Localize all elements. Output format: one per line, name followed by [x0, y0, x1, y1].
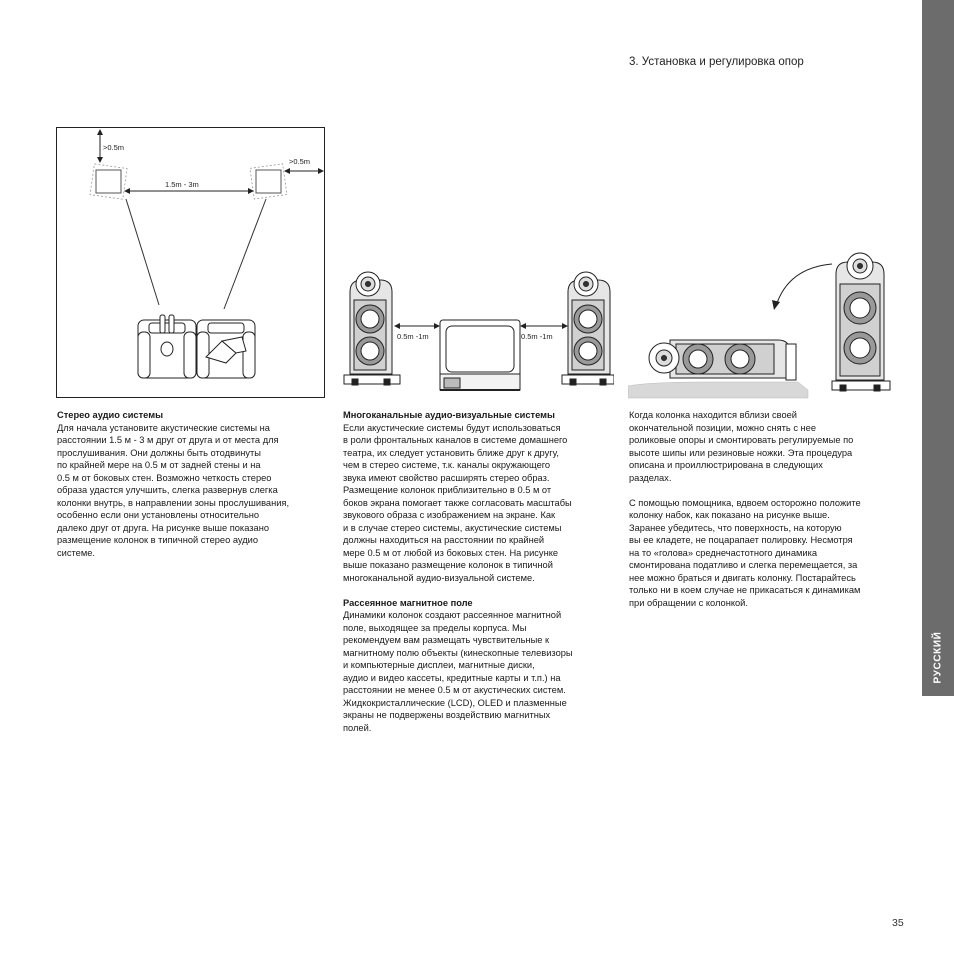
text-line: разделах.: [629, 472, 672, 483]
multichannel-column: [343, 409, 618, 734]
text-line: по крайней мере на 0.5 м от задней стены и на: [57, 460, 261, 470]
text-line: 0.5 м от боковых стен. Возможно четкость стерео: [57, 472, 272, 483]
text-line: аудио и видео кассеты, кредитные карты и т.п.) на: [343, 672, 561, 683]
armchair-icon-right: [197, 320, 255, 378]
left-speaker-icon: [90, 164, 127, 199]
language-tab: [922, 0, 954, 696]
text-line: Для начала установите акустические системы на: [57, 422, 270, 433]
right-speaker-icon: [250, 164, 287, 199]
multichannel-setup-diagram: [340, 262, 614, 398]
text-line: системе.: [57, 547, 95, 558]
language-label: РУССКИЙ: [932, 631, 944, 683]
install-column: [629, 409, 904, 609]
text-line: выше показано размещение колонок в типичной: [343, 560, 553, 570]
speaker-laying-diagram: [628, 244, 892, 400]
text-line: нее можно браться и двигать колонку. Постарайтесь: [629, 572, 856, 583]
text-line: звукового образа с изображением на экране. Как: [343, 510, 556, 520]
text-line: многоканальной аудио-визуальной системе.: [343, 572, 535, 583]
text-line: расстоянии не менее 0.5 м от акустических систем.: [343, 685, 566, 695]
left-front-speaker-icon: [344, 272, 400, 385]
text-line: Размещение колонок приблизительно в 0.5 м от: [343, 485, 552, 495]
magnetic-field-heading: Рассеянное магнитное поле: [343, 597, 473, 608]
magnetic-field-body: [343, 609, 618, 734]
text-line: расстоянии 1.5 м - 3 м друг от друга и от места для: [57, 435, 279, 445]
text-line: смонтирована податливо и слегка перемещается, за: [629, 560, 858, 570]
television-icon: [440, 320, 520, 390]
text-line: экраны не подвержены воздействию магнитных: [343, 710, 551, 720]
back-wall-distance-label: >0.5m: [103, 143, 125, 152]
text-line: особенно если они установлены относительно: [57, 510, 260, 520]
text-line: вы ее кладете, не поцарапает полировку. Несмотря: [629, 535, 853, 545]
text-line: роликовые опоры и смонтировать регулируемые по: [629, 435, 854, 445]
text-line: в роли фронтальных каналов в системе домашнего: [343, 435, 568, 445]
text-line: С помощью помощника, вдвоем осторожно положите: [629, 497, 861, 508]
text-line: только ни в коем случае не прикасаться к динамикам: [629, 585, 861, 595]
text-line: рекомендуем вам размещать чувствительные к: [343, 635, 550, 645]
stereo-heading: Стерео аудио системы: [57, 410, 164, 420]
text-line: Заранее убедитесь, что поверхность, на которую: [629, 522, 842, 533]
text-line: размещение колонок в типичной стерео аудио: [57, 535, 259, 545]
text-line: высоте шипы или резиновые ножки. Эта процедура: [629, 447, 853, 458]
text-line: при обращении с колонкой.: [629, 597, 748, 608]
stereo-placement-diagram: [56, 127, 326, 399]
text-line: описана и проиллюстрирована в следующих: [629, 460, 823, 470]
armchair-icon: [138, 315, 196, 378]
multichannel-body: [343, 422, 618, 585]
text-line: должны находиться на расстоянии по крайней: [343, 535, 545, 545]
text-line: полей.: [343, 722, 372, 733]
right-front-speaker-icon: [562, 272, 614, 385]
multichannel-heading: Многоканальные аудио-визуальные системы: [343, 410, 555, 420]
left-distance-label: 0.5m -1m: [397, 332, 429, 341]
text-line: боков экрана помогает также согласовать масштабы: [343, 497, 572, 508]
stereo-column: [57, 409, 332, 559]
text-line: образа удастся улучшить, слегка развернув слегка: [57, 485, 278, 495]
page-number: 35: [892, 917, 904, 929]
stereo-body: [57, 422, 332, 560]
language-tab-label: [922, 618, 954, 696]
text-line: магнитному полю объекты (кинескопные телевизоры: [343, 647, 573, 658]
text-line: Динамики колонок создают рассеянное магнитной: [343, 610, 562, 620]
text-line: звука имеют свойство расширять стерео образ.: [343, 472, 550, 483]
text-line: колонку набок, как показано на рисунке выше.: [629, 510, 830, 520]
section-title: 3. Установка и регулировка опор: [629, 56, 804, 68]
side-wall-distance-label: >0.5m: [289, 157, 311, 166]
text-line: поле, выходящее за пределы корпуса. Мы: [343, 622, 527, 633]
rotate-arrow-icon: [776, 264, 832, 306]
text-line: Если акустические системы будут использоваться: [343, 422, 561, 433]
text-line: прослушивания. Они должны быть отодвинуты: [57, 447, 261, 458]
text-line: мере 0.5 м от любой из боковых стен. На рисунке: [343, 547, 559, 558]
text-line: чем в стерео системе, т.к. каналы окружающего: [343, 460, 551, 470]
install-body-2: [629, 497, 904, 610]
text-line: на то «голова» среднечастотного динамика: [629, 547, 818, 558]
text-line: Жидкокристаллические (LCD), OLED и плазменные: [343, 697, 567, 708]
speaker-on-side-icon: [649, 340, 796, 380]
soft-surface-icon: [628, 382, 808, 398]
text-line: и в случае стерео системы, акустические системы: [343, 522, 562, 533]
upright-speaker-icon: [832, 253, 890, 391]
text-line: колонки внутрь, в направлении зоны прослушивания,: [57, 497, 290, 508]
text-line: и компьютерные дисплеи, магнитные диски,: [343, 660, 535, 670]
speaker-distance-label: 1.5m - 3m: [165, 180, 199, 189]
right-distance-label: 0.5m -1m: [521, 332, 553, 341]
install-body-1: [629, 409, 904, 484]
text-line: Когда колонка находится вблизи своей: [629, 410, 798, 420]
text-line: окончательной позиции, можно снять с нее: [629, 422, 817, 433]
text-line: далеко друг от друга. На рисунке выше показано: [57, 522, 269, 533]
text-line: театра, их следует установить ближе друг к другу,: [343, 447, 559, 458]
